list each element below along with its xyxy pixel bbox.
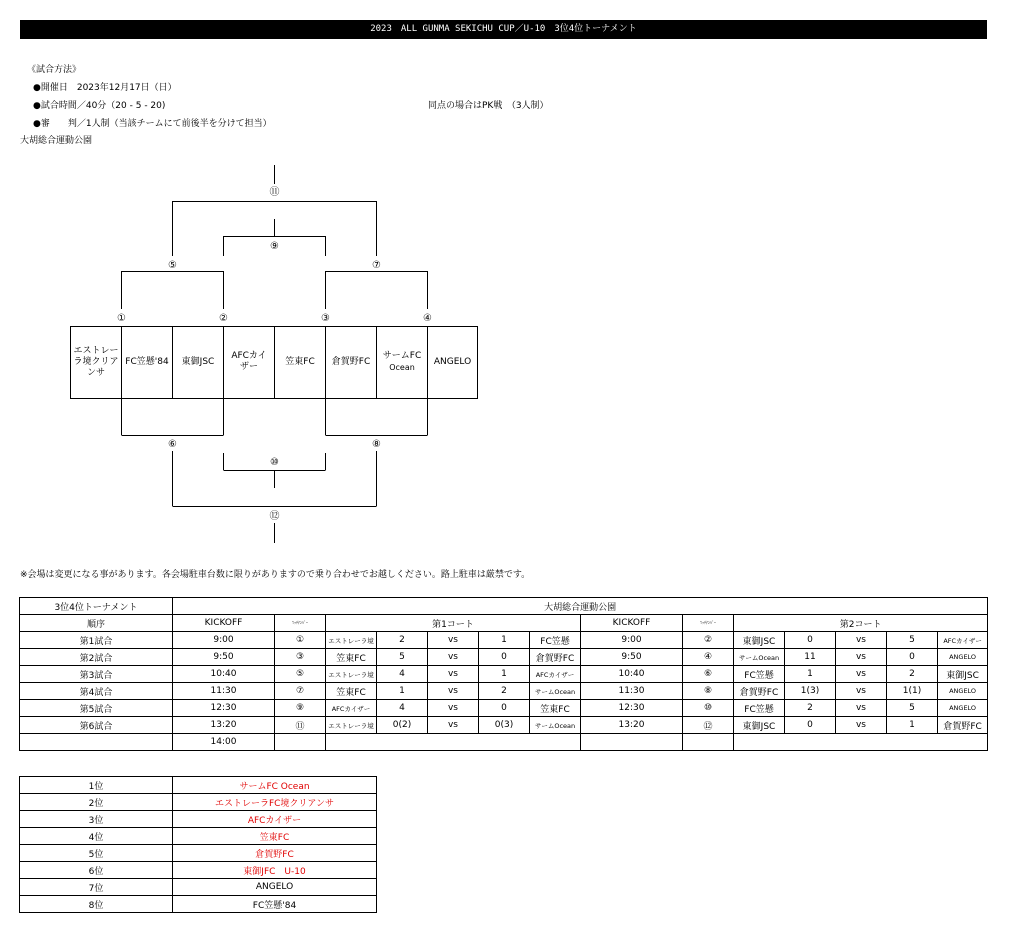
home-team: FC笠懸 [734, 666, 785, 683]
method-heading: 《試合方法》 [27, 65, 82, 75]
rank-team: FC笠懸'84 [173, 896, 377, 913]
match-number: ⑦ [275, 683, 326, 700]
ranking-table [19, 776, 377, 913]
empty-cell [734, 734, 988, 751]
rank-place: 2位 [20, 794, 173, 811]
event-date: ●開催日 2023年12月17日（日） [33, 83, 177, 93]
away-team: 東御JSC [938, 666, 988, 683]
bracket-team-1-name: エストレー ラ境クリア ンサ [73, 345, 119, 378]
away-team: 倉賀野FC [530, 649, 581, 666]
home-team: 笠東FC [326, 649, 377, 666]
bracket-team-4-name: AFCカイ ザー [231, 351, 267, 372]
home-score: 0 [785, 632, 836, 649]
rank-team: 倉賀野FC [173, 845, 377, 862]
away-team: AFCカイザー [938, 632, 988, 649]
kickoff-time: 12:30 [581, 700, 683, 717]
away-score: 0 [479, 700, 530, 717]
bracket-team-7-name: サームFC [382, 351, 422, 361]
vs-label: vs [836, 632, 887, 649]
empty-cell [326, 734, 581, 751]
kickoff-time: 9:00 [173, 632, 275, 649]
bracket-team-3-name: 東御JSC [181, 356, 215, 367]
table-row [20, 632, 988, 649]
away-score: 0 [479, 649, 530, 666]
bracket-team-2-name: FC笠懸'84 [125, 356, 169, 367]
vs-label: vs [428, 649, 479, 666]
ranking-row [20, 845, 377, 862]
pk-rule: 同点の場合はPK戦 （3人制） [428, 101, 549, 111]
match-label: 第2試合 [20, 649, 173, 666]
match-no-header-1: ﾏｯﾁﾅﾝﾊﾞｰ [275, 615, 326, 632]
away-score: 1 [479, 666, 530, 683]
bracket-team-1 [70, 326, 122, 398]
kickoff-time: 10:40 [173, 666, 275, 683]
vs-label: vs [428, 632, 479, 649]
away-score: 2 [479, 683, 530, 700]
home-score: 1 [377, 683, 428, 700]
rank-team: 笠東FC [173, 828, 377, 845]
vs-label: vs [428, 717, 479, 734]
bracket-team-4 [223, 326, 275, 398]
table-row [20, 717, 988, 734]
vs-label: vs [836, 649, 887, 666]
kickoff-time: 11:30 [173, 683, 275, 700]
home-team: AFCカイザー [326, 700, 377, 717]
bracket-team-6 [325, 326, 377, 398]
away-score: 5 [887, 632, 938, 649]
match-number-1: ① [117, 313, 126, 324]
referee-rule: ●審 判／1人制（当該チームにて前後半を分けて担当） [33, 119, 272, 129]
away-score: 2 [887, 666, 938, 683]
bracket-team-8-name: ANGELO [433, 356, 472, 367]
match-number-6: ⑥ [168, 439, 177, 450]
final-kickoff: 14:00 [173, 734, 275, 751]
home-team: 東御JSC [734, 717, 785, 734]
match-number: ⑫ [683, 717, 734, 734]
empty-cell [683, 734, 734, 751]
away-team: ANGELO [938, 683, 988, 700]
kickoff-time: 12:30 [173, 700, 275, 717]
vs-label: vs [428, 700, 479, 717]
rank-place: 4位 [20, 828, 173, 845]
away-team: ANGELO [938, 700, 988, 717]
empty-cell [275, 734, 326, 751]
away-team: 倉賀野FC [938, 717, 988, 734]
rank-team: AFCカイザー [173, 811, 377, 828]
match-number: ⑨ [275, 700, 326, 717]
match-number-9: ⑨ [270, 241, 279, 252]
match-number-8: ⑧ [372, 439, 381, 450]
table-row [20, 700, 988, 717]
bracket-team-6-name: 倉賀野FC [331, 356, 371, 367]
match-number-7: ⑦ [372, 260, 381, 271]
schedule-title: 3位4位トーナメント [20, 598, 173, 615]
kickoff-header-2: KICKOFF [581, 615, 683, 632]
order-header: 順序 [20, 615, 173, 632]
rank-team: ANGELO [173, 879, 377, 896]
page-title: 2023 ALL GUNMA SEKICHU CUP／U-10 3位4位トーナメント [20, 20, 987, 39]
venue-name: 大胡総合運動公園 [20, 136, 93, 146]
match-label: 第6試合 [20, 717, 173, 734]
kickoff-time: 13:20 [581, 717, 683, 734]
away-team: サームOcean [530, 683, 581, 700]
home-score: 11 [785, 649, 836, 666]
match-label: 第1試合 [20, 632, 173, 649]
bracket-team-7 [376, 326, 428, 398]
match-number-11: ⑪ [269, 187, 280, 198]
home-team: 倉賀野FC [734, 683, 785, 700]
match-number: ⑩ [683, 700, 734, 717]
away-score: 1(1) [887, 683, 938, 700]
table-row [20, 649, 988, 666]
away-team: ANGELO [938, 649, 988, 666]
home-score: 5 [377, 649, 428, 666]
venue-note: ※会場は変更になる事があります。各会場駐車台数に限りがありますので乗り合わせでお越しください。路上駐車は厳禁です。 [20, 570, 531, 580]
schedule-venue: 大胡総合運動公園 [173, 598, 988, 615]
match-number: ③ [275, 649, 326, 666]
match-number-4: ④ [423, 313, 432, 324]
home-score: 0(2) [377, 717, 428, 734]
match-number: ⑥ [683, 666, 734, 683]
kickoff-time: 9:50 [581, 649, 683, 666]
match-number: ⑧ [683, 683, 734, 700]
match-number: ⑤ [275, 666, 326, 683]
match-number-2: ② [219, 313, 228, 324]
bracket-team-5-name: 笠東FC [285, 356, 315, 367]
vs-label: vs [836, 683, 887, 700]
bracket-team-2 [121, 326, 173, 398]
rank-place: 3位 [20, 811, 173, 828]
match-number-12: ⑫ [269, 511, 280, 522]
ranking-row [20, 777, 377, 794]
match-label: 第5試合 [20, 700, 173, 717]
vs-label: vs [836, 700, 887, 717]
away-team: FC笠懸 [530, 632, 581, 649]
home-score: 1(3) [785, 683, 836, 700]
rank-place: 8位 [20, 896, 173, 913]
vs-label: vs [428, 683, 479, 700]
match-label: 第4試合 [20, 683, 173, 700]
rank-team: エストレーラFC境クリアンサ [173, 794, 377, 811]
match-number: ④ [683, 649, 734, 666]
ranking-row [20, 862, 377, 879]
home-team: FC笠懸 [734, 700, 785, 717]
home-team: エストレーラ境 [326, 632, 377, 649]
table-row [20, 666, 988, 683]
kickoff-time: 11:30 [581, 683, 683, 700]
ranking-row [20, 879, 377, 896]
away-team: 笠東FC [530, 700, 581, 717]
vs-label: vs [836, 666, 887, 683]
bracket-team-3 [172, 326, 224, 398]
home-score: 4 [377, 666, 428, 683]
match-number: ⑪ [275, 717, 326, 734]
match-number: ① [275, 632, 326, 649]
away-score: 0 [887, 649, 938, 666]
table-row [20, 683, 988, 700]
home-team: エストレーラ境 [326, 717, 377, 734]
away-team: AFCカイザー [530, 666, 581, 683]
ranking-row [20, 828, 377, 845]
rank-place: 6位 [20, 862, 173, 879]
rank-place: 1位 [20, 777, 173, 794]
rank-team: サームFC Ocean [173, 777, 377, 794]
kickoff-time: 13:20 [173, 717, 275, 734]
ranking-row [20, 896, 377, 913]
home-team: エストレーラ境 [326, 666, 377, 683]
home-team: 笠東FC [326, 683, 377, 700]
vs-label: vs [836, 717, 887, 734]
home-score: 1 [785, 666, 836, 683]
court2-header: 第2コート [734, 615, 988, 632]
rank-place: 7位 [20, 879, 173, 896]
vs-label: vs [428, 666, 479, 683]
ranking-row [20, 811, 377, 828]
empty-cell [20, 734, 173, 751]
match-no-header-2: ﾏｯﾁﾅﾝﾊﾞｰ [683, 615, 734, 632]
match-number-5: ⑤ [168, 260, 177, 271]
home-score: 2 [785, 700, 836, 717]
empty-cell [581, 734, 683, 751]
home-score: 2 [377, 632, 428, 649]
match-number: ② [683, 632, 734, 649]
match-time: ●試合時間／40分（20 - 5 - 20) [33, 101, 166, 111]
kickoff-time: 9:50 [173, 649, 275, 666]
bracket-team-5 [274, 326, 326, 398]
kickoff-time: 9:00 [581, 632, 683, 649]
rank-team: 東御JFC U-10 [173, 862, 377, 879]
match-number-3: ③ [321, 313, 330, 324]
match-number-10: ⑩ [270, 457, 279, 468]
match-label: 第3試合 [20, 666, 173, 683]
bracket-team-8 [427, 326, 478, 398]
rank-place: 5位 [20, 845, 173, 862]
schedule-table [19, 597, 988, 751]
home-score: 4 [377, 700, 428, 717]
home-team: サームOcean [734, 649, 785, 666]
away-score: 5 [887, 700, 938, 717]
ranking-row [20, 794, 377, 811]
home-score: 0 [785, 717, 836, 734]
away-score: 1 [479, 632, 530, 649]
away-score: 1 [887, 717, 938, 734]
bracket-team-7-sub: Ocean [389, 363, 415, 372]
court1-header: 第1コート [326, 615, 581, 632]
away-score: 0(3) [479, 717, 530, 734]
home-team: 東御JSC [734, 632, 785, 649]
kickoff-header-1: KICKOFF [173, 615, 275, 632]
away-team: サームOcean [530, 717, 581, 734]
kickoff-time: 10:40 [581, 666, 683, 683]
